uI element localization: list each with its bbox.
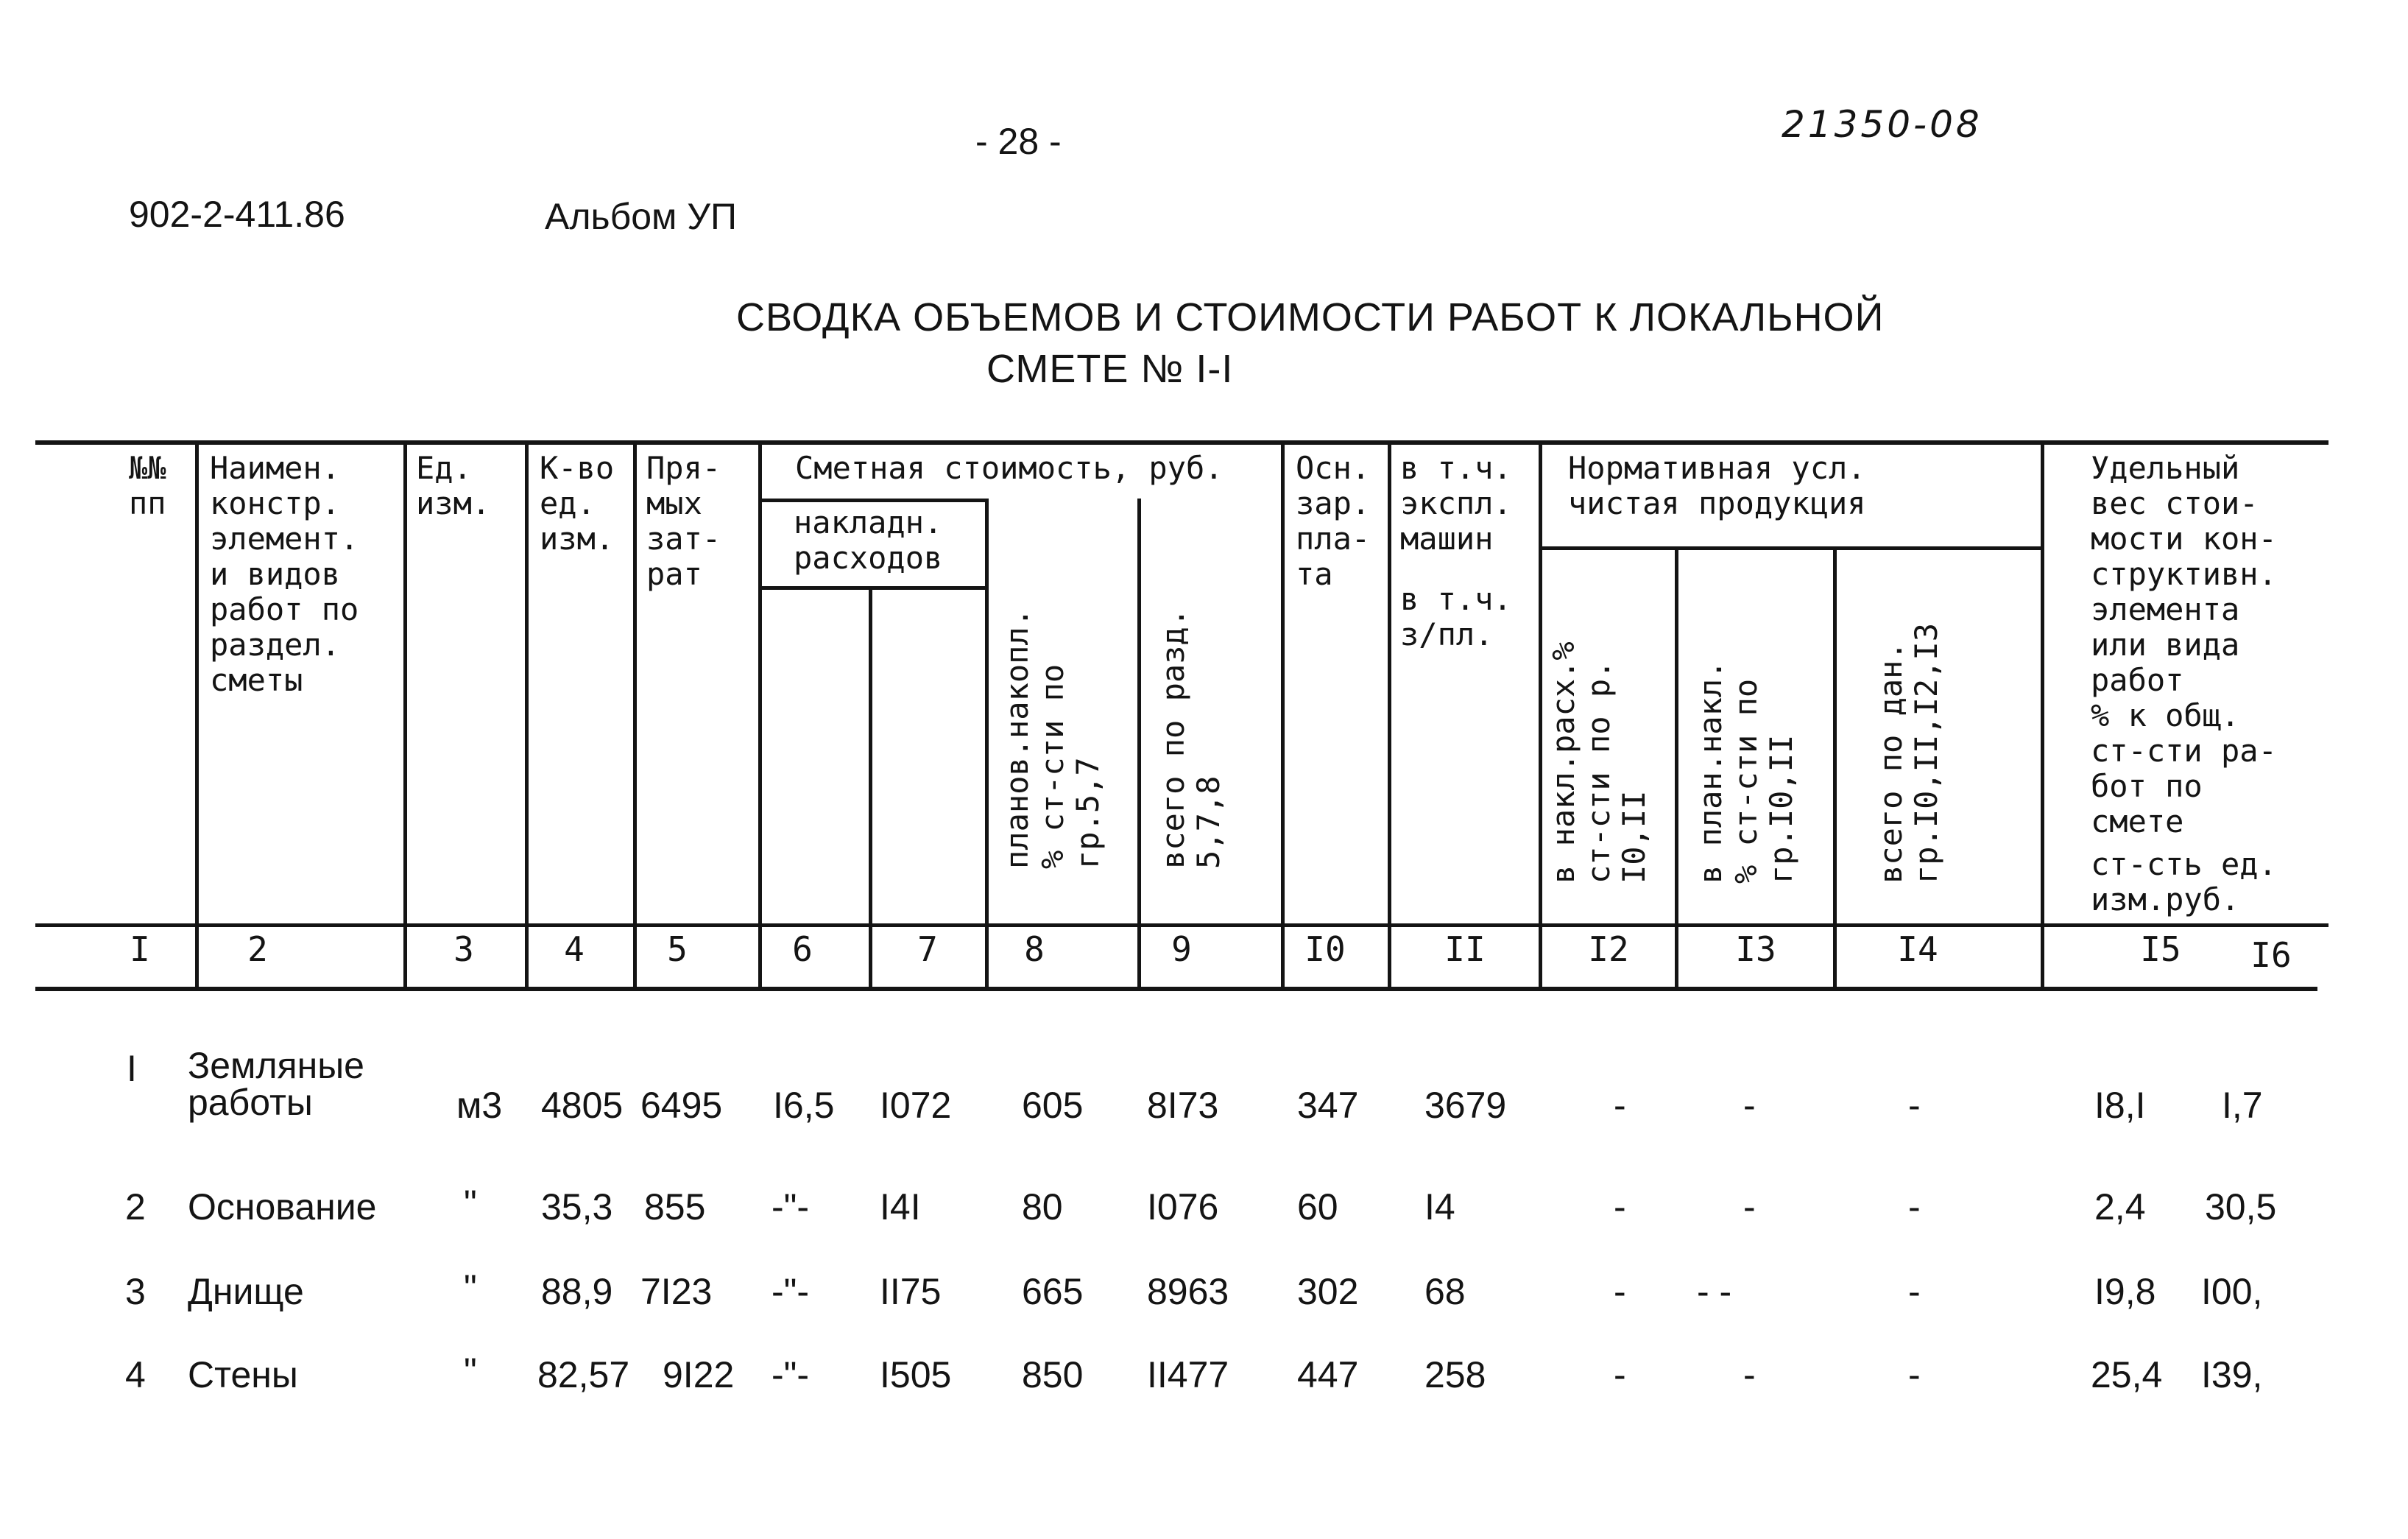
row-col16: I39, <box>2201 1354 2263 1395</box>
row-name: Днище <box>188 1271 304 1312</box>
column-number: 6 <box>792 929 813 969</box>
row-col13: - <box>1743 1186 1756 1228</box>
row-col6: -"- <box>772 1354 810 1395</box>
row-direct-costs: 9I22 <box>663 1354 735 1395</box>
column-number: 8 <box>1024 929 1045 969</box>
row-name: Основание <box>188 1186 377 1228</box>
column-number: I6 <box>2250 935 2292 975</box>
row-col16: I,7 <box>2222 1085 2263 1126</box>
row-col7: I4I <box>880 1186 921 1228</box>
header-quantity: К-во ед. изм. <box>540 450 615 557</box>
row-col9: 8I73 <box>1147 1085 1219 1126</box>
column-number: 7 <box>917 929 938 969</box>
row-col9: I076 <box>1147 1186 1219 1228</box>
column-number: I4 <box>1897 929 1938 969</box>
header-net-in-overhead: в накл.расх.% ст-сти по р. I0,II <box>1545 641 1652 884</box>
column-number: 3 <box>453 929 474 969</box>
row-col14: - <box>1908 1085 1921 1126</box>
row-col11: I4 <box>1424 1186 1455 1228</box>
row-col9: II477 <box>1147 1354 1229 1395</box>
row-col12: - <box>1614 1186 1626 1228</box>
column-number: 9 <box>1171 929 1192 969</box>
document-code: 902-2-411.86 <box>129 194 345 235</box>
row-col11: 68 <box>1424 1271 1466 1312</box>
row-col12: - <box>1614 1085 1626 1126</box>
row-col9: 8963 <box>1147 1271 1229 1312</box>
row-col12: - <box>1614 1354 1626 1395</box>
column-number: 4 <box>564 929 585 969</box>
row-col10: 447 <box>1297 1354 1359 1395</box>
row-col11: 258 <box>1424 1354 1486 1395</box>
header-estimated-cost-group: Сметная стоимость, руб. <box>795 450 1224 486</box>
row-col14: - <box>1908 1186 1921 1228</box>
row-col12: - <box>1614 1271 1626 1312</box>
header-element-name: Наимен. констр. элемент. и видов работ по раздел. сметы <box>210 450 359 698</box>
row-col14: - <box>1908 1271 1921 1312</box>
row-quantity: 4805 <box>541 1085 624 1126</box>
row-col16: I00, <box>2201 1271 2263 1312</box>
header-net-in-planned: в план.накл. % ст-сти по гр.I0,II <box>1692 660 1799 884</box>
row-unit: " <box>464 1267 477 1309</box>
column-number: 2 <box>247 929 268 969</box>
row-col6: I6,5 <box>773 1085 835 1126</box>
row-quantity: 82,57 <box>537 1354 630 1395</box>
row-col15: I8,I <box>2094 1085 2146 1126</box>
header-unit-cost: ст-сть ед. изм.руб. <box>2091 846 2277 918</box>
header-unit: Ед. изм. <box>416 450 491 521</box>
row-col6: -"- <box>772 1271 810 1312</box>
row-direct-costs: 6495 <box>640 1085 723 1126</box>
row-col10: 302 <box>1297 1271 1359 1312</box>
document-title-line1: СВОДКА ОБЪЕМОВ И СТОИМОСТИ РАБОТ К ЛОКАЛЬНОЙ <box>736 295 1885 339</box>
row-col15: 25,4 <box>2091 1354 2163 1395</box>
header-net-total: всего по дан. гр.I0,II,I2,I3 <box>1873 622 1944 884</box>
column-number: I <box>130 929 150 969</box>
header-total-by-section: всего по разд. 5,7,8 <box>1155 608 1226 869</box>
row-col8: 665 <box>1022 1271 1084 1312</box>
row-col8: 80 <box>1022 1186 1063 1228</box>
header-unit-weight: Удельный вес стои- мости кон- структивн. элемента или вида работ % к общ. ст-сти ра- бот по смете <box>2091 450 2277 839</box>
row-unit: " <box>464 1183 477 1224</box>
row-col13: - <box>1743 1085 1756 1126</box>
header-row-number: №№ пп <box>129 450 166 521</box>
row-number: 3 <box>125 1271 146 1312</box>
column-number: I2 <box>1588 929 1629 969</box>
row-col10: 347 <box>1297 1085 1359 1126</box>
row-col13: - <box>1743 1354 1756 1395</box>
column-number: II <box>1444 929 1486 969</box>
row-name: Стены <box>188 1354 298 1395</box>
row-col7: II75 <box>880 1271 942 1312</box>
row-number: 2 <box>125 1186 146 1228</box>
column-number: I5 <box>2140 929 2181 969</box>
row-col6: -"- <box>772 1186 810 1228</box>
header-net-product-group: Нормативная усл. чистая продукция <box>1568 450 1866 521</box>
row-number: 4 <box>125 1354 146 1395</box>
document-title-line2: СМЕТЕ № I-I <box>986 347 1234 391</box>
row-col7: I072 <box>880 1085 952 1126</box>
row-col15: 2,4 <box>2094 1186 2146 1228</box>
row-unit: " <box>464 1350 477 1392</box>
document-stamp: 21350-08 <box>1782 103 1982 146</box>
row-direct-costs: 7I23 <box>640 1271 713 1312</box>
row-quantity: 88,9 <box>541 1271 613 1312</box>
header-overhead: накладн. расходов <box>794 504 943 576</box>
header-including-salary: в т.ч. з/пл. <box>1400 581 1512 652</box>
album-label: Альбом УП <box>545 196 737 237</box>
row-col14: - <box>1908 1354 1921 1395</box>
page-number: - 28 - <box>975 121 1062 162</box>
row-number: I <box>127 1048 137 1089</box>
header-direct-costs: Пря- мых зат- рат <box>646 450 721 592</box>
row-col7: I505 <box>880 1354 952 1395</box>
header-machine-operation: в т.ч. экспл. машин <box>1400 450 1512 557</box>
row-col8: 850 <box>1022 1354 1084 1395</box>
column-number: I3 <box>1735 929 1776 969</box>
row-unit: м3 <box>456 1085 503 1126</box>
row-col16: 30,5 <box>2205 1186 2277 1228</box>
column-number: I0 <box>1304 929 1346 969</box>
row-col15: I9,8 <box>2094 1271 2156 1312</box>
row-direct-costs: 855 <box>644 1186 706 1228</box>
column-number: 5 <box>667 929 688 969</box>
header-base-salary: Осн. зар. пла- та <box>1296 450 1371 592</box>
header-planned-savings: планов.накопл. % ст-сти по гр.5,7 <box>999 608 1106 869</box>
row-name: Земляные работы <box>188 1045 364 1123</box>
row-col13: - - <box>1697 1271 1732 1312</box>
row-quantity: 35,3 <box>541 1186 613 1228</box>
row-col11: 3679 <box>1424 1085 1507 1126</box>
row-col10: 60 <box>1297 1186 1338 1228</box>
row-col8: 605 <box>1022 1085 1084 1126</box>
